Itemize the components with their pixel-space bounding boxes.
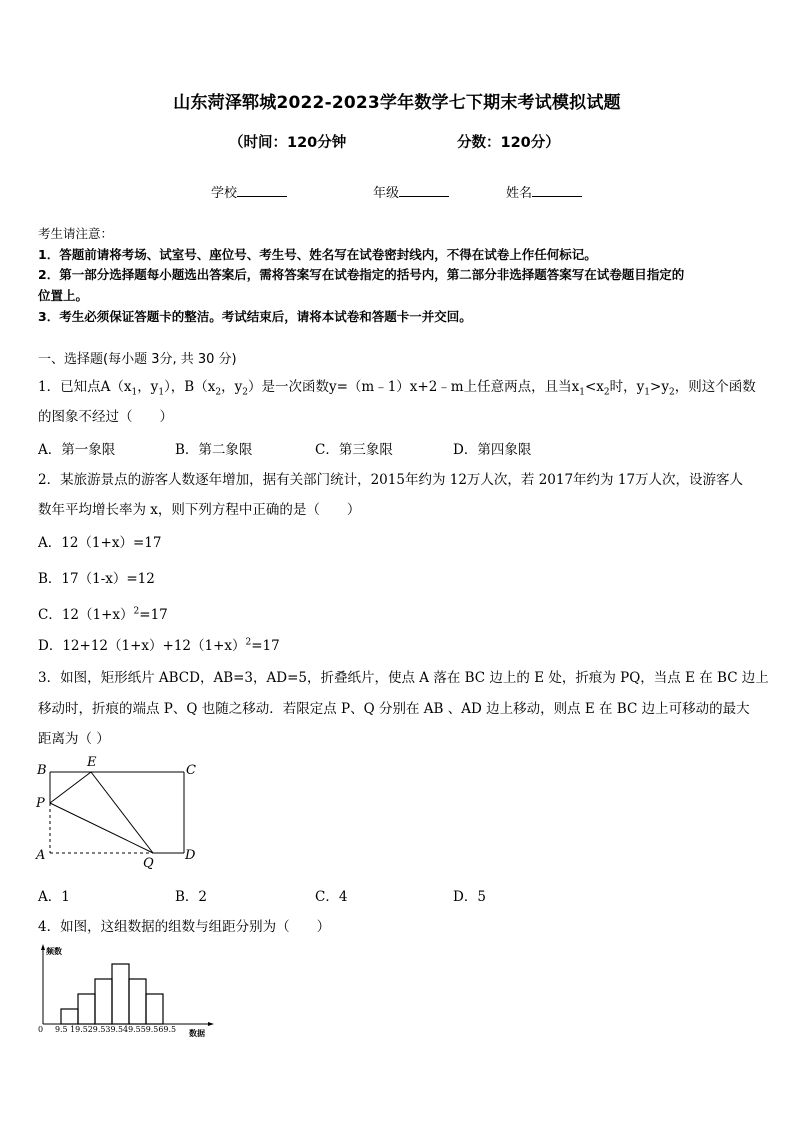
q1-line2: 的图象不经过（ ）	[38, 409, 173, 425]
name-blank[interactable]	[532, 183, 582, 197]
page-title: 山东菏泽郓城2022-2023学年数学七下期末考试模拟试题	[173, 93, 621, 113]
label-e: E	[87, 755, 97, 770]
origin-label: 0	[38, 1025, 44, 1034]
q1-option-a[interactable]: A．第一象限	[38, 442, 116, 458]
note-3: 3．考生必须保证答题卡的整洁。考试结束后，请将本试卷和答题卡一并交回。	[38, 309, 472, 324]
note-2a: 2．第一部分选择题每小题选出答案后，需将答案写在试卷指定的括号内，第二部分非选择题答案写在试卷题目指定的	[38, 267, 685, 282]
x-tick-labels: 9.5 19.529.539.549.559.569.5	[55, 1025, 176, 1034]
grade-blank[interactable]	[399, 183, 449, 197]
q2-option-c[interactable]: C．$12(1+x)^2=17$	[38, 606, 168, 623]
y-axis-label: 频数	[46, 946, 62, 956]
q3-option-a[interactable]: A．1	[38, 889, 70, 905]
note-2b: 位置上。	[38, 288, 89, 303]
label-d: D	[185, 848, 196, 863]
q1-option-c[interactable]: C．第三象限	[315, 442, 393, 458]
histogram-bar-49.5-59.5	[129, 979, 146, 1024]
label-c: C	[186, 763, 196, 778]
q1-option-b[interactable]: B．第二象限	[175, 442, 253, 458]
grade-label: 年级	[373, 186, 400, 201]
q3-rectangle-figure	[32, 752, 212, 872]
segment-pe	[50, 772, 91, 803]
grade-field[interactable]	[373, 182, 449, 201]
q1-line1: 1．已知点$A(x_1$，$y_1$），$B(x_2$，$y_2$）是一次函数y=（m﹣1）x+2﹣m上任意两点，且当$x_1<x_2$时，$y_1>y_2$，则这个函数	[38, 379, 756, 398]
histogram-bar-29.5-39.5	[95, 979, 112, 1024]
q3-option-b[interactable]: B．2	[175, 889, 208, 905]
section-heading: 一、选择题(每小题 3分, 共 30 分)	[38, 352, 237, 367]
q2-option-a[interactable]: A．12（1+x）=17	[38, 535, 162, 551]
q3-line3: 距离为（ ）	[38, 731, 110, 747]
q3-line1: 3．如图，矩形纸片 ABCD，AB=3，AD=5，折叠纸片，使点 A 落在 BC 边上的 E 处，折痕为 PQ，当点 E 在 BC 边上	[38, 670, 769, 686]
histogram-bar-39.5-49.5	[112, 964, 129, 1024]
q1-option-d[interactable]: D．第四象限	[453, 442, 532, 458]
label-q: Q	[143, 856, 154, 871]
exam-time: （时间：120分钟	[229, 135, 347, 151]
label-p: P	[36, 796, 45, 811]
q2-line1: 2．某旅游景点的游客人数逐年增加，据有关部门统计，2015年约为 12万人次，若 2017年约为 17万人次，设游客人	[38, 472, 744, 488]
notes-heading: 考生请注意：	[38, 226, 114, 241]
q4-histogram	[32, 940, 222, 1040]
q3-option-c[interactable]: C．4	[315, 889, 348, 905]
q3-option-d[interactable]: D．5	[453, 889, 486, 905]
exam-score: 分数：120分）	[457, 135, 560, 151]
q2-option-b[interactable]: B．17（1-x）=12	[38, 571, 155, 587]
q4-line1: 4．如图，这组数据的组数与组距分别为（ ）	[38, 919, 331, 935]
histogram-bar-9.5-19.5	[61, 1009, 78, 1024]
label-a: A	[36, 848, 46, 863]
histogram-bars	[61, 964, 163, 1024]
name-field[interactable]	[506, 182, 582, 201]
school-blank[interactable]	[237, 183, 287, 197]
q2-option-d[interactable]: D．$12+12(1+x)+12(1+x)^2=17$	[38, 637, 280, 654]
q3-line2: 移动时，折痕的端点 P、Q 也随之移动．若限定点 P、Q 分别在 AB 、AD 边上移动，则点 E 在 BC 边上可移动的最大	[38, 701, 750, 717]
q2-line2: 数年平均增长率为 x，则下列方程中正确的是（ ）	[38, 502, 361, 518]
crease-pq	[50, 803, 153, 853]
name-label: 姓名	[506, 186, 533, 201]
segment-eq	[91, 772, 153, 853]
school-field[interactable]	[211, 182, 287, 201]
school-label: 学校	[211, 186, 238, 201]
histogram-bar-59.5-69.5	[146, 994, 163, 1024]
x-axis-arrow	[208, 1022, 214, 1026]
x-axis-label: 数据	[189, 1028, 205, 1038]
note-1: 1．答题前请将考场、试室号、座位号、考生号、姓名写在试卷密封线内，不得在试卷上作任何标记。	[38, 247, 597, 262]
label-b: B	[37, 763, 47, 778]
histogram-bar-19.5-29.5	[78, 994, 95, 1024]
y-axis-arrow	[41, 944, 45, 950]
